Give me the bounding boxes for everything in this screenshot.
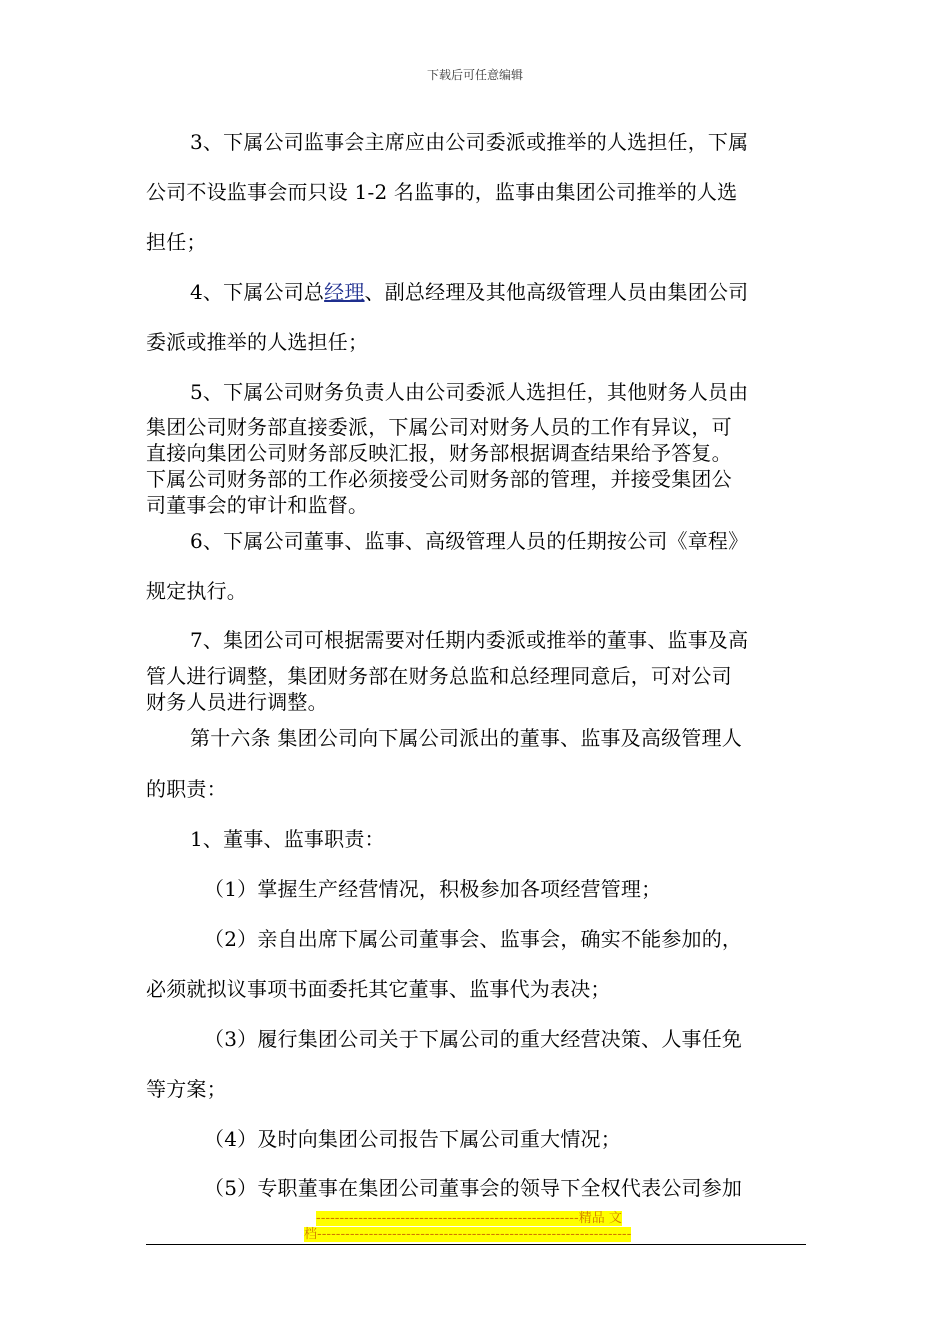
paragraph-text: 、副总经理及其他高级管理人员由集团公司 [364,280,749,304]
paragraph-line: 担任； [146,230,207,254]
paragraph-line: 规定执行。 [146,579,247,603]
paragraph-line: （2）亲自出席下属公司董事会、监事会，确实不能参加的， [204,927,743,951]
paragraph-line: （3）履行集团公司关于下属公司的重大经营决策、人事任免 [204,1027,743,1051]
paragraph-line: 等方案； [146,1077,227,1101]
page-header: 下载后可任意编辑 [426,68,523,82]
paragraph-line: 的职责： [146,777,227,801]
paragraph-line: 1、董事、监事职责： [190,827,385,851]
paragraph-line: 管人进行调整，集团财务部在财务总监和总经理同意后，可对公司 [146,664,732,688]
paragraph-text: 4、下属公司总 [190,280,325,304]
paragraph-line [190,279,850,305]
paragraph-line: 直接向集团公司财务部反映汇报，财务部根据调查结果给予答复。 [146,441,732,465]
paragraph-line: 财务人员进行调整。 [146,690,328,714]
paragraph-line: 3、下属公司监事会主席应由公司委派或推举的人选担任，下属 [190,130,749,154]
paragraph-line: 5、下属公司财务负责人由公司委派人选担任，其他财务人员由 [190,380,749,404]
paragraph-line: 集团公司财务部直接委派，下属公司对财务人员的工作有异议，可 [146,415,732,439]
paragraph-line: （4）及时向集团公司报告下属公司重大情况； [204,1127,621,1151]
paragraph-line: 司董事会的审计和监督。 [146,493,369,517]
paragraph-line: 委派或推举的人选担任； [146,330,369,354]
paragraph-line: 7、集团公司可根据需要对任期内委派或推举的董事、监事及高 [190,628,749,652]
paragraph-line: 下属公司财务部的工作必须接受公司财务部的管理，并接受集团公 [146,467,732,491]
paragraph-line: （1）掌握生产经营情况，积极参加各项经营管理； [204,877,662,901]
paragraph-line: （5）专职董事在集团公司董事会的领导下全权代表公司参加 [204,1176,743,1200]
paragraph-line: 必须就拟议事项书面委托其它董事、监事代为表决； [146,977,611,1001]
footer-watermark: --------------------------------------------------------精品 文 [316,1211,622,1226]
footer-divider [146,1244,806,1245]
paragraph-line: 第十六条 集团公司向下属公司派出的董事、监事及高级管理人 [190,726,742,750]
paragraph-line: 6、下属公司董事、监事、高级管理人员的任期按公司《章程》 [190,529,749,553]
manager-link[interactable]: 经理 [324,280,365,304]
footer-watermark: 档------------------------------------------------------------------- [304,1227,632,1242]
paragraph-line: 公司不设监事会而只设 1-2 名监事的，监事由集团公司推举的人选 [146,180,738,204]
